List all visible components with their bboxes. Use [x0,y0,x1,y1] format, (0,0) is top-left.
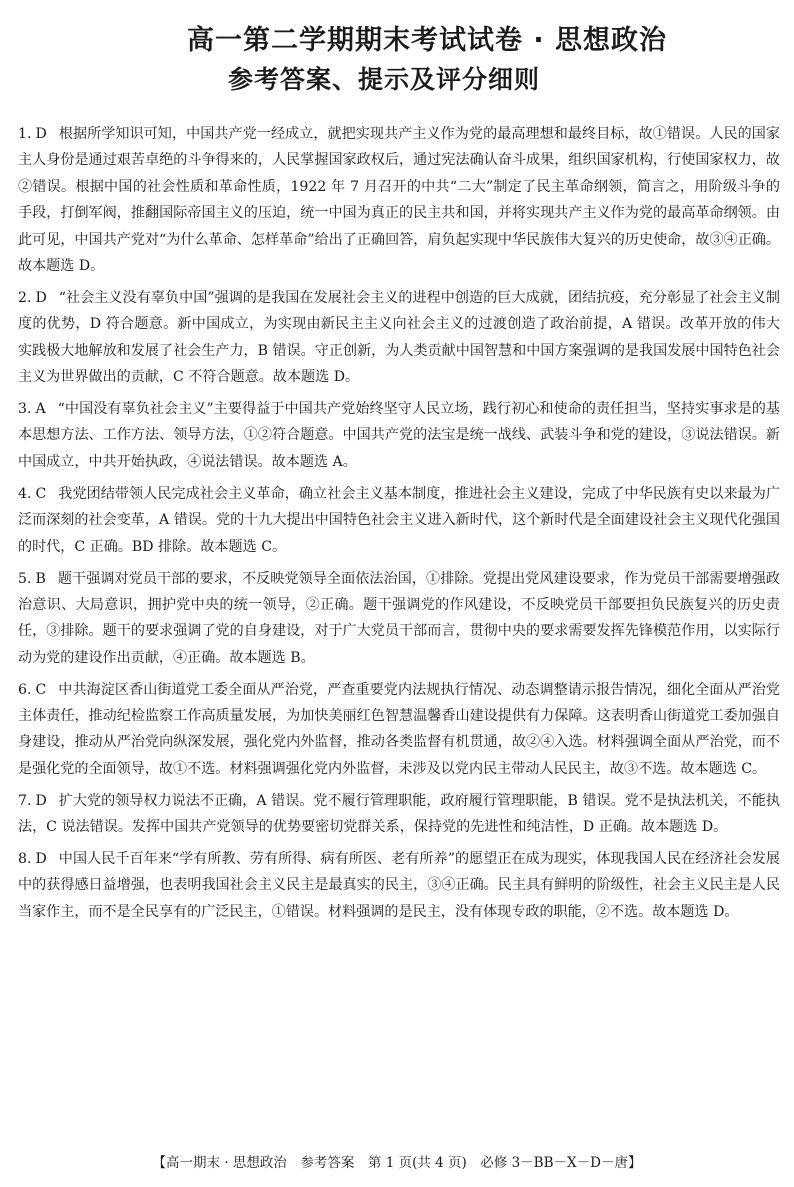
item-answer-key: D [35,289,47,306]
answer-item-2 [18,285,780,391]
item-explanation: “中国没有辜负社会主义”主要得益于中国共产党始终坚守人民立场，践行初心和使命的责任担当，坚持实事求是的基本思想方法、工作方法、领导方法，①②符合题意。中国共产党的法宝是统一战线、武装斗争和党的建设，③说法错误。新中国成立，中共开始执政，④说法错误。故本题选 A。 [18,401,780,470]
answer-item-6 [18,677,780,783]
document-subtitle: 参考答案、提示及评分细则 [228,65,541,94]
item-answer-key: A [35,401,46,418]
item-answer-key: D [35,792,47,809]
answer-item-8 [18,846,780,925]
item-answer-key: C [35,485,47,502]
answer-item-7 [18,788,780,841]
item-explanation: 中国人民千百年来“学有所教、劳有所得、病有所医、老有所养”的愿望正在成为现实，体现我国人民在经济社会发展中的获得感日益增强，也表明我国社会主义民主是最真实的民主，③④正确。民主具有鲜明的阶级性，社会主义民主是人民当家作主，而不是全民享有的广泛民主，①错误。材料强调的是民主，没有体现专政的职能，②不选。故本题选 D。 [18,851,780,920]
document-title: 高一第二学期期末考试试卷 · 思想政治 [186,25,668,56]
item-explanation: 题干强调对党员干部的要求，不反映党领导全面依法治国，①排除。党提出党风建设要求，作为党员干部需要增强政治意识、大局意识，拥护党中央的统一领导，②正确。题干强调党的作风建设，不反映党员干部要担负民族复兴的历史责任，③排除。题干的要求强调了党的自身建设，对于广大党员干部而言，贯彻中央的要求需要发挥先锋模范作用，以实际行动为党的建设作出贡献，④正确。故本题选 B。 [18,570,780,666]
item-answer-key: B [35,570,46,587]
item-number: 5. [18,570,32,587]
item-answer-key: D [35,851,47,868]
item-answer-key: C [35,681,47,698]
item-number: 8. [18,851,32,868]
item-number: 6. [18,681,32,698]
item-explanation: 根据所学知识可知，中国共产党一经成立，就把实现共产主义作为党的最高理想和最终目标，故①错误。人民的国家主人身份是通过艰苦卓绝的斗争得来的，人民掌握国家政权后，通过宪法确认奋斗成果，组织国家机构，行使国家权力，故②错误。根据中国的社会性质和革命性质，1922 年 7 月召开的中共“二大”制定了民主革命纲领，简言之，用阶级斗争的手段，打倒军阀，推翻国际帝国主义的压迫，统一中国为真正的民主共和国，并将实现共产主义作为党的最高革命纲领。由此可见，中国共产党对“为什么革命、怎样革命”给出了正确回答，肩负起实现中华民族伟大复兴的历史使命，故③④正确。故本题选 D。 [18,126,780,275]
item-number: 4. [18,485,32,502]
item-number: 2. [18,289,32,306]
answer-list [18,121,780,931]
item-number: 7. [18,792,32,809]
item-number: 1. [18,126,32,142]
item-explanation: 中共海淀区香山街道党工委全面从严治党，严查重要党内法规执行情况、动态调整请示报告情况，细化全面从严治党主体责任，推动纪检监察工作高质量发展，为加快美丽红色智慧温馨香山建设提供有力保障。这表明香山街道党工委加强自身建设，推动从严治党向纵深发展，强化党内外监督，推动各类监督有机贯通，故②④入选。材料强调全面从严治党，而不是强化党的全面领导，故①不选。材料强调强化党内外监督，未涉及以党内民主带动人民民主，故③不选。故本题选 C。 [18,681,780,777]
page-footer: 【高一期末 · 思想政治 参考答案 第 1 页(共 4 页) 必修 3－BB－X－D－唐】 [152,1155,642,1171]
answer-item-3 [18,396,780,475]
answer-item-1 [18,121,780,279]
item-explanation: “社会主义没有辜负中国”强调的是我国在发展社会主义的进程中创造的巨大成就，团结抗疫，充分彰显了社会主义制度的优势，D 符合题意。新中国成立，为实现由新民主主义向社会主义的过渡创造了政治前提，A 错误。改革开放的伟大实践极大地解放和发展了社会生产力，B 错误。守正创新，为人类贡献中国智慧和中国方案强调的是我国发展中国特色社会主义为世界做出的贡献，C 不符合题意。故本题选 D。 [18,289,780,386]
answer-item-4 [18,481,780,560]
item-number: 3. [18,401,32,418]
item-explanation: 扩大党的领导权力说法不正确，A 错误。党不履行管理职能，政府履行管理职能，B 错误。党不是执法机关，不能执法，C 说法错误。发挥中国共产党领导的优势要密切党群关系，保持党的先进性和纯洁性，D 正确。故本题选 D。 [18,792,780,836]
answer-item-5 [18,566,780,672]
item-explanation: 我党团结带领人民完成社会主义革命，确立社会主义基本制度，推进社会主义建设，完成了中华民族有史以来最为广泛而深刻的社会变革，A 错误。党的十九大提出中国特色社会主义进入新时代，这个新时代是全面建设社会主义现代化强国的时代，C 正确。BD 排除。故本题选 C。 [18,485,780,555]
item-answer-key: D [35,126,47,142]
